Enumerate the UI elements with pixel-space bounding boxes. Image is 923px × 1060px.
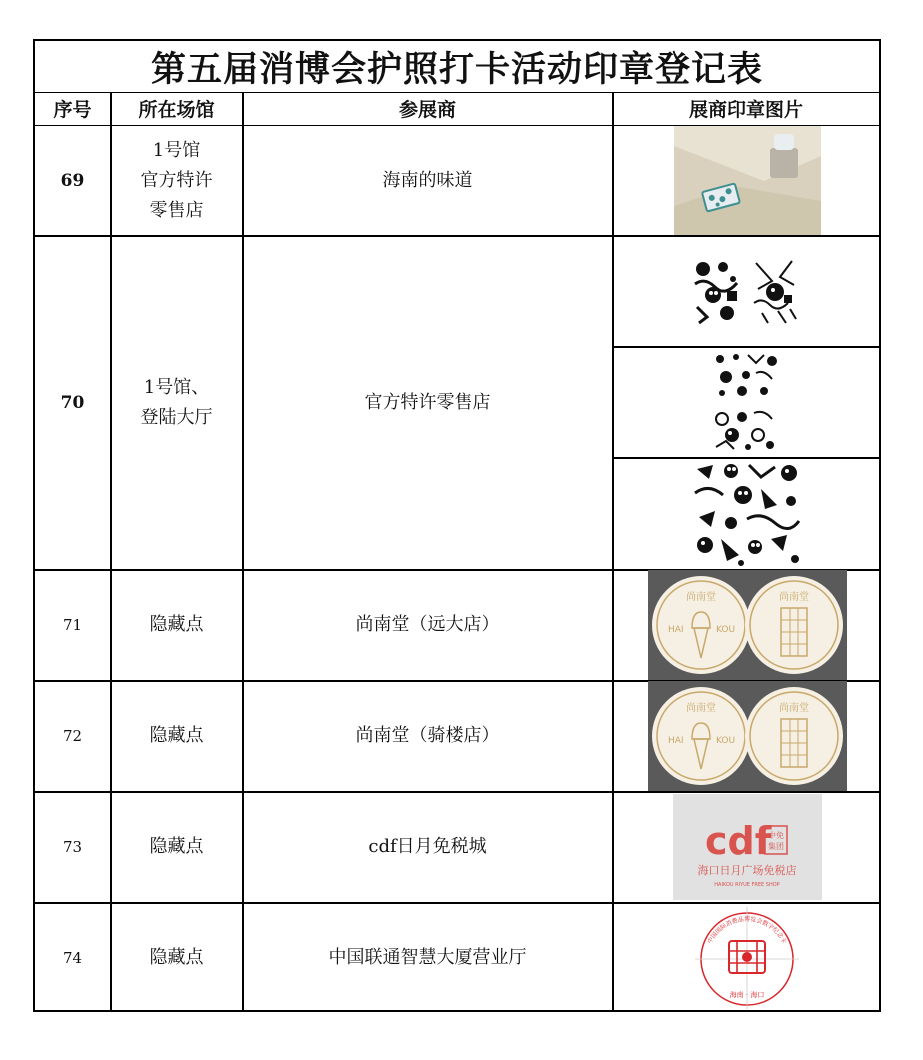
header-stamp: 展商印章图片 [688,99,803,121]
cdf-store-subtitle: HAIKOU RIYUE FREE SHOP [714,882,780,888]
header-exhibitor: 参展商 [398,99,456,121]
cdf-badge-line: 中免 [768,831,784,840]
stamp-pattern-image [691,461,803,567]
exhibitor-cell: 尚南堂（骑楼店） [355,725,500,746]
page-title: 第五届消博会护照打卡活动印章登记表 [35,41,879,93]
venue-line: 零售店 [149,199,204,221]
header-no: 序号 [53,99,92,121]
venue-line: 1号馆 [152,139,201,161]
exhibitor-cell: 中国联通智慧大厦营业厅 [328,946,527,968]
venue-cell: 隐藏点 [149,946,204,968]
venue-cell [111,236,242,569]
cdf-logo-text: cdf [705,819,772,863]
venue-line: 1号馆、 [143,376,210,398]
stamp-hai-text: HAI [668,736,684,746]
stamp-brand-text: 尚南堂 [779,592,809,603]
venue-cell: 隐藏点 [149,836,204,857]
venue-cell [111,126,242,235]
stamp-pattern-image [693,259,741,325]
venue-cell: 隐藏点 [149,614,204,635]
sub-row-divider [612,457,879,459]
row-number: 70 [60,392,85,413]
stamp-brand-text: 尚南堂 [779,703,809,714]
stamp-brand-text: 尚南堂 [686,703,716,714]
table-header-row [35,92,879,126]
sub-row-divider [612,346,879,348]
venue-line: 登陆大厅 [140,406,213,428]
row-number: 69 [60,170,85,191]
stamp-image-unicom [691,905,803,1010]
header-venue: 所在场馆 [138,99,215,121]
stamp-kou-text: KOU [716,736,736,746]
stamp-pattern-image [712,351,780,399]
exhibitor-cell: 尚南堂（远大店） [355,614,500,635]
stamp-brand-text: 尚南堂 [686,592,716,603]
unicom-place-text: 海南 · 海口 [729,991,765,999]
stamp-hai-text: HAI [668,625,684,635]
stamp-image-shangnantang [648,681,847,791]
exhibitor-cell: cdf日月免税城 [368,836,487,857]
cdf-badge-line: 集团 [768,842,784,851]
venue-line: 官方特许 [140,169,213,191]
stamp-kou-text: KOU [716,625,736,635]
exhibitor-cell: 官方特许零售店 [364,391,491,413]
stamp-pattern-image [752,259,798,325]
row-number: 71 [62,616,83,634]
venue-cell: 隐藏点 [149,725,204,746]
row-number: 74 [62,948,83,967]
stamp-image-shangnantang [648,570,847,680]
row-number: 72 [62,727,83,745]
stamp-photo [674,126,821,235]
cdf-store-name: 海口日月广场免税店 [697,864,797,877]
row-number: 73 [62,838,83,856]
exhibitor-cell: 海南的味道 [382,169,473,191]
stamp-pattern-image [712,407,780,453]
grid-line [612,92,614,1012]
stamp-image-cdf [673,794,822,900]
registration-table [33,39,881,1012]
unicom-arc-text: 中国国际消费品博览会数字纪念卡 [706,916,788,945]
